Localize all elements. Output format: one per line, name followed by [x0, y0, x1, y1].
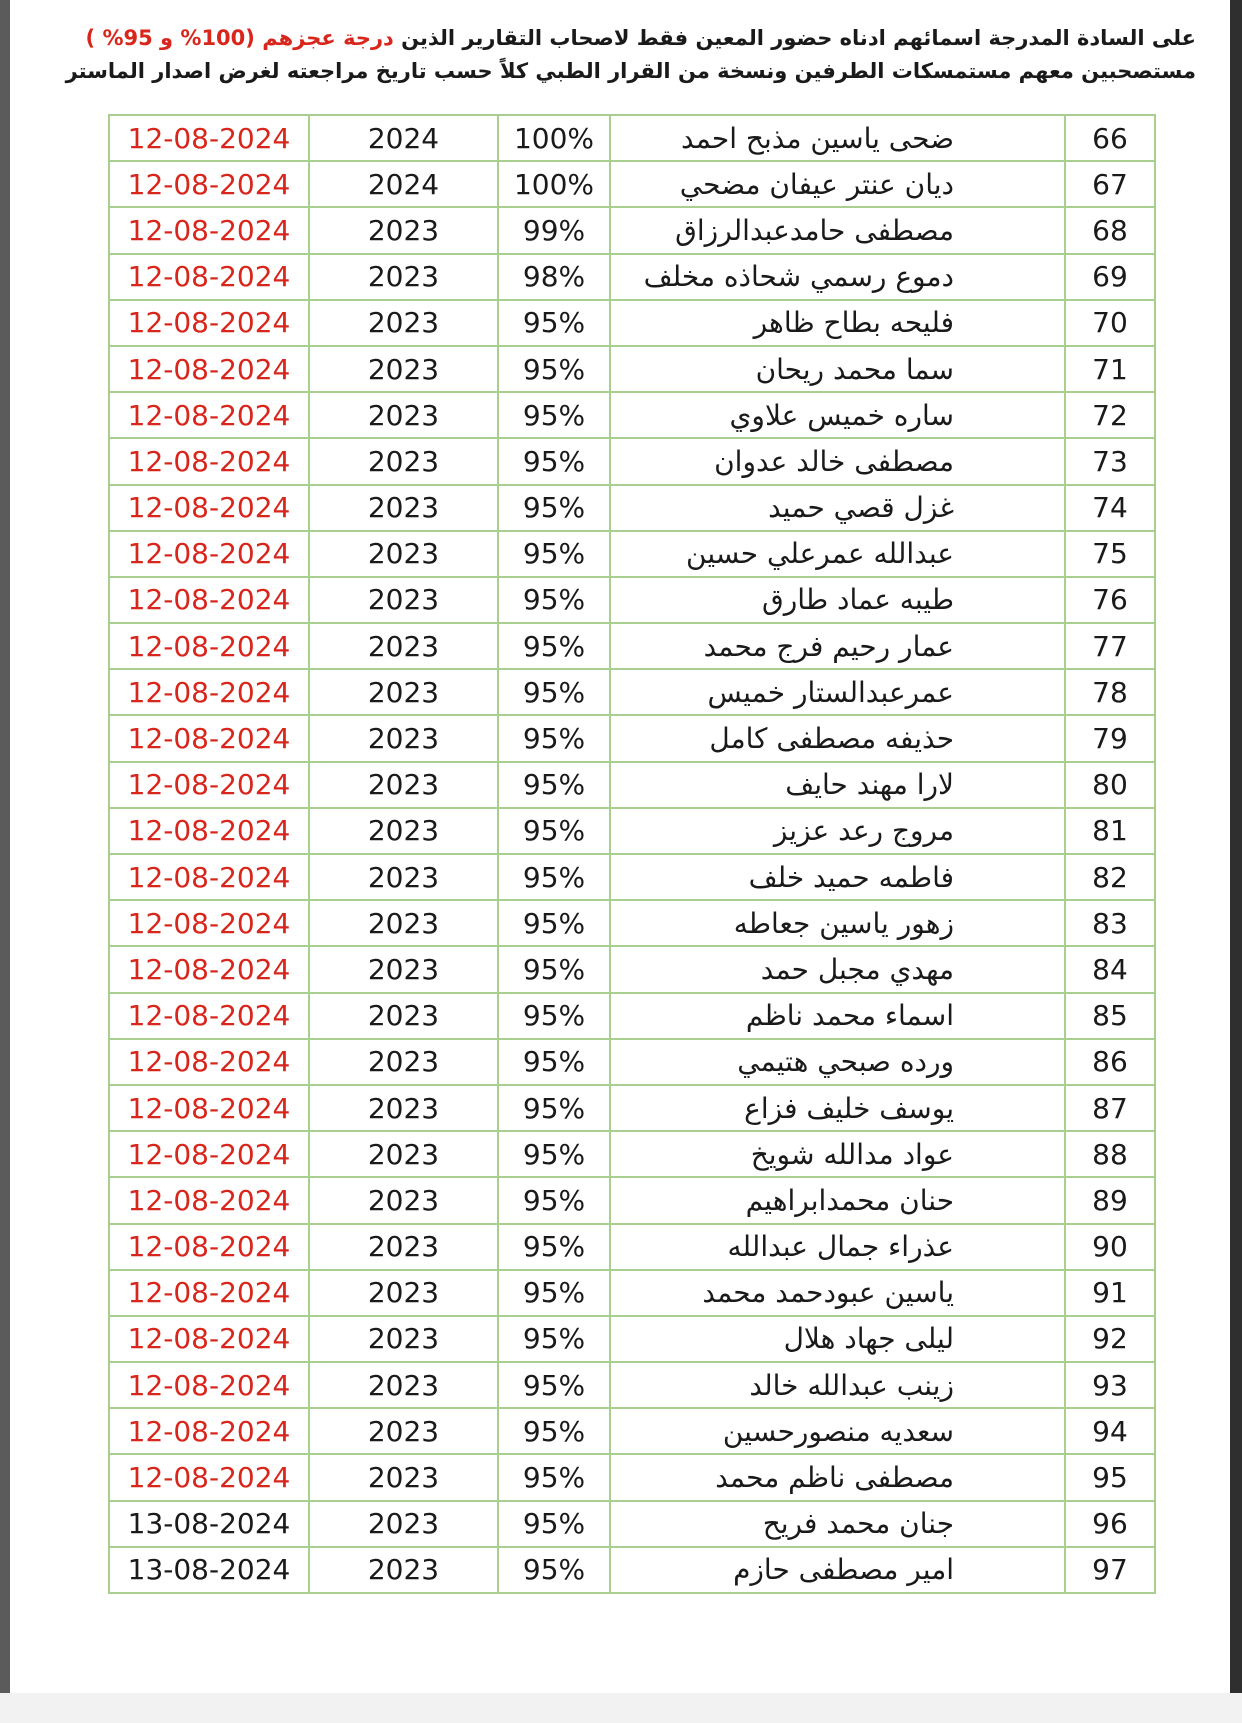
- serial-number-cell: 68: [1065, 207, 1155, 253]
- serial-number-cell: 67: [1065, 161, 1155, 207]
- year-cell: 2023: [309, 392, 498, 438]
- serial-number-cell: 78: [1065, 669, 1155, 715]
- disability-percent-cell: 95%: [498, 1501, 610, 1547]
- disability-percent-cell: 95%: [498, 1270, 610, 1316]
- disability-percent-cell: 95%: [498, 946, 610, 992]
- serial-number-cell: 70: [1065, 300, 1155, 346]
- table-row: [109, 993, 1155, 1039]
- review-date-cell: 12-08-2024: [109, 392, 309, 438]
- person-name-cell: عواد مدالله شويخ: [610, 1131, 1065, 1177]
- year-cell: 2023: [309, 623, 498, 669]
- serial-number-cell: 89: [1065, 1177, 1155, 1223]
- review-date-cell: 12-08-2024: [109, 854, 309, 900]
- footer-strip: [0, 1693, 1242, 1723]
- disability-percent-cell: 95%: [498, 1454, 610, 1500]
- table-row: [109, 1039, 1155, 1085]
- table-row: [109, 161, 1155, 207]
- table-row: [109, 854, 1155, 900]
- table-row: [109, 762, 1155, 808]
- disability-percent-cell: 95%: [498, 1039, 610, 1085]
- disability-percent-cell: 95%: [498, 346, 610, 392]
- review-date-cell: 12-08-2024: [109, 1362, 309, 1408]
- disability-percent-cell: 95%: [498, 854, 610, 900]
- person-name-cell: مصطفى خالد عدوان: [610, 438, 1065, 484]
- year-cell: 2023: [309, 1224, 498, 1270]
- disability-percent-cell: 95%: [498, 1547, 610, 1593]
- review-date-cell: 12-08-2024: [109, 900, 309, 946]
- table-row: [109, 715, 1155, 761]
- person-name-cell: سما محمد ريحان: [610, 346, 1065, 392]
- table-row: [109, 1224, 1155, 1270]
- year-cell: 2023: [309, 900, 498, 946]
- review-date-cell: 12-08-2024: [109, 1085, 309, 1131]
- table-row: [109, 946, 1155, 992]
- table-row: [109, 1408, 1155, 1454]
- year-cell: 2023: [309, 300, 498, 346]
- serial-number-cell: 79: [1065, 715, 1155, 761]
- year-cell: 2023: [309, 577, 498, 623]
- year-cell: 2023: [309, 808, 498, 854]
- serial-number-cell: 94: [1065, 1408, 1155, 1454]
- applicants-table-body: [109, 115, 1155, 1593]
- year-cell: 2023: [309, 1547, 498, 1593]
- year-cell: 2023: [309, 1316, 498, 1362]
- review-date-cell: 12-08-2024: [109, 1131, 309, 1177]
- year-cell: 2023: [309, 1177, 498, 1223]
- year-cell: 2024: [309, 115, 498, 161]
- review-date-cell: 12-08-2024: [109, 115, 309, 161]
- review-date-cell: 12-08-2024: [109, 1270, 309, 1316]
- year-cell: 2023: [309, 254, 498, 300]
- person-name-cell: فاطمه حميد خلف: [610, 854, 1065, 900]
- notice-line-1: [30, 22, 1196, 55]
- person-name-cell: امير مصطفى حازم: [610, 1547, 1065, 1593]
- disability-percent-cell: 100%: [498, 161, 610, 207]
- person-name-cell: زينب عبدالله خالد: [610, 1362, 1065, 1408]
- disability-percent-cell: 95%: [498, 623, 610, 669]
- table-row: [109, 900, 1155, 946]
- review-date-cell: 12-08-2024: [109, 1177, 309, 1223]
- disability-percent-cell: 95%: [498, 531, 610, 577]
- table-row: [109, 1177, 1155, 1223]
- table-row: [109, 346, 1155, 392]
- year-cell: 2023: [309, 854, 498, 900]
- serial-number-cell: 83: [1065, 900, 1155, 946]
- year-cell: 2023: [309, 438, 498, 484]
- disability-percent-cell: 95%: [498, 1177, 610, 1223]
- review-date-cell: 12-08-2024: [109, 993, 309, 1039]
- notice-header: [30, 22, 1196, 88]
- serial-number-cell: 88: [1065, 1131, 1155, 1177]
- person-name-cell: حنان محمدابراهيم: [610, 1177, 1065, 1223]
- disability-percent-cell: 95%: [498, 300, 610, 346]
- person-name-cell: مصطفى ناظم محمد: [610, 1454, 1065, 1500]
- review-date-cell: 12-08-2024: [109, 1408, 309, 1454]
- disability-percent-cell: 95%: [498, 1224, 610, 1270]
- notice-disability-degree: درجة عجزهم (100% و 95% ): [85, 26, 394, 50]
- person-name-cell: حذيفه مصطفى كامل: [610, 715, 1065, 761]
- review-date-cell: 12-08-2024: [109, 207, 309, 253]
- serial-number-cell: 73: [1065, 438, 1155, 484]
- review-date-cell: 12-08-2024: [109, 577, 309, 623]
- review-date-cell: 12-08-2024: [109, 438, 309, 484]
- serial-number-cell: 90: [1065, 1224, 1155, 1270]
- disability-percent-cell: 95%: [498, 669, 610, 715]
- review-date-cell: 12-08-2024: [109, 485, 309, 531]
- review-date-cell: 12-08-2024: [109, 762, 309, 808]
- table-row: [109, 1085, 1155, 1131]
- person-name-cell: فليحه بطاح ظاهر: [610, 300, 1065, 346]
- disability-percent-cell: 95%: [498, 577, 610, 623]
- person-name-cell: مصطفى حامدعبدالرزاق: [610, 207, 1065, 253]
- year-cell: 2023: [309, 1085, 498, 1131]
- serial-number-cell: 69: [1065, 254, 1155, 300]
- person-name-cell: عمار رحيم فرج محمد: [610, 623, 1065, 669]
- year-cell: 2023: [309, 1131, 498, 1177]
- table-row: [109, 808, 1155, 854]
- review-date-cell: 12-08-2024: [109, 1454, 309, 1500]
- serial-number-cell: 71: [1065, 346, 1155, 392]
- table-row: [109, 1316, 1155, 1362]
- table-row: [109, 207, 1155, 253]
- person-name-cell: ليلى جهاد هلال: [610, 1316, 1065, 1362]
- year-cell: 2023: [309, 1454, 498, 1500]
- serial-number-cell: 80: [1065, 762, 1155, 808]
- year-cell: 2024: [309, 161, 498, 207]
- person-name-cell: لارا مهند حايف: [610, 762, 1065, 808]
- left-frame-edge: [0, 0, 10, 1723]
- person-name-cell: اسماء محمد ناظم: [610, 993, 1065, 1039]
- review-date-cell: 12-08-2024: [109, 946, 309, 992]
- table-row: [109, 1501, 1155, 1547]
- person-name-cell: دموع رسمي شحاذه مخلف: [610, 254, 1065, 300]
- table-row: [109, 623, 1155, 669]
- review-date-cell: 13-08-2024: [109, 1547, 309, 1593]
- table-row: [109, 392, 1155, 438]
- disability-percent-cell: 95%: [498, 1131, 610, 1177]
- serial-number-cell: 77: [1065, 623, 1155, 669]
- table-row: [109, 669, 1155, 715]
- person-name-cell: مهدي مجبل حمد: [610, 946, 1065, 992]
- person-name-cell: مروج رعد عزيز: [610, 808, 1065, 854]
- review-date-cell: 12-08-2024: [109, 715, 309, 761]
- serial-number-cell: 96: [1065, 1501, 1155, 1547]
- person-name-cell: ضحى ياسين مذبح احمد: [610, 115, 1065, 161]
- review-date-cell: 12-08-2024: [109, 346, 309, 392]
- year-cell: 2023: [309, 346, 498, 392]
- review-date-cell: 12-08-2024: [109, 1316, 309, 1362]
- serial-number-cell: 82: [1065, 854, 1155, 900]
- disability-percent-cell: 95%: [498, 1408, 610, 1454]
- person-name-cell: يوسف خليف فزاع: [610, 1085, 1065, 1131]
- disability-percent-cell: 95%: [498, 392, 610, 438]
- year-cell: 2023: [309, 1039, 498, 1085]
- table-row: [109, 1131, 1155, 1177]
- disability-percent-cell: 95%: [498, 900, 610, 946]
- disability-percent-cell: 95%: [498, 808, 610, 854]
- review-date-cell: 12-08-2024: [109, 669, 309, 715]
- table-row: [109, 115, 1155, 161]
- year-cell: 2023: [309, 1501, 498, 1547]
- person-name-cell: عمرعبدالستار خميس: [610, 669, 1065, 715]
- review-date-cell: 13-08-2024: [109, 1501, 309, 1547]
- person-name-cell: ياسين عبودحمد محمد: [610, 1270, 1065, 1316]
- review-date-cell: 12-08-2024: [109, 623, 309, 669]
- table-row: [109, 531, 1155, 577]
- disability-percent-cell: 95%: [498, 1362, 610, 1408]
- person-name-cell: ورده صبحي هتيمي: [610, 1039, 1065, 1085]
- table-row: [109, 1547, 1155, 1593]
- year-cell: 2023: [309, 207, 498, 253]
- disability-percent-cell: 99%: [498, 207, 610, 253]
- person-name-cell: عبدالله عمرعلي حسين: [610, 531, 1065, 577]
- serial-number-cell: 84: [1065, 946, 1155, 992]
- review-date-cell: 12-08-2024: [109, 300, 309, 346]
- year-cell: 2023: [309, 762, 498, 808]
- year-cell: 2023: [309, 1270, 498, 1316]
- serial-number-cell: 91: [1065, 1270, 1155, 1316]
- notice-line-2: مستصحبين معهم مستمسكات الطرفين ونسخة من القرار الطبي كلاً حسب تاريخ مراجعته لغرض اصدار الماستر: [65, 59, 1196, 83]
- person-name-cell: طيبه عماد طارق: [610, 577, 1065, 623]
- table-row: [109, 438, 1155, 484]
- year-cell: 2023: [309, 531, 498, 577]
- person-name-cell: ساره خميس علاوي: [610, 392, 1065, 438]
- serial-number-cell: 66: [1065, 115, 1155, 161]
- applicants-table: [108, 114, 1156, 1594]
- year-cell: 2023: [309, 485, 498, 531]
- disability-percent-cell: 100%: [498, 115, 610, 161]
- disability-percent-cell: 95%: [498, 1316, 610, 1362]
- disability-percent-cell: 95%: [498, 1085, 610, 1131]
- table-row: [109, 577, 1155, 623]
- notice-line-1-text: على السادة المدرجة اسمائهم ادناه حضور المعين فقط لاصحاب التقارير الذين: [393, 26, 1196, 50]
- person-name-cell: جنان محمد فريح: [610, 1501, 1065, 1547]
- person-name-cell: زهور ياسين جعاطه: [610, 900, 1065, 946]
- review-date-cell: 12-08-2024: [109, 1224, 309, 1270]
- serial-number-cell: 87: [1065, 1085, 1155, 1131]
- serial-number-cell: 92: [1065, 1316, 1155, 1362]
- year-cell: 2023: [309, 946, 498, 992]
- disability-percent-cell: 95%: [498, 438, 610, 484]
- serial-number-cell: 85: [1065, 993, 1155, 1039]
- serial-number-cell: 72: [1065, 392, 1155, 438]
- review-date-cell: 12-08-2024: [109, 254, 309, 300]
- disability-percent-cell: 95%: [498, 485, 610, 531]
- person-name-cell: ديان عنتر عيفان مضحي: [610, 161, 1065, 207]
- table-row: [109, 485, 1155, 531]
- serial-number-cell: 81: [1065, 808, 1155, 854]
- table-row: [109, 300, 1155, 346]
- year-cell: 2023: [309, 1408, 498, 1454]
- review-date-cell: 12-08-2024: [109, 161, 309, 207]
- table-row: [109, 1454, 1155, 1500]
- table-row: [109, 1362, 1155, 1408]
- table-row: [109, 254, 1155, 300]
- disability-percent-cell: 95%: [498, 715, 610, 761]
- serial-number-cell: 86: [1065, 1039, 1155, 1085]
- review-date-cell: 12-08-2024: [109, 808, 309, 854]
- right-frame-edge: [1230, 0, 1242, 1723]
- review-date-cell: 12-08-2024: [109, 531, 309, 577]
- serial-number-cell: 74: [1065, 485, 1155, 531]
- person-name-cell: سعديه منصورحسين: [610, 1408, 1065, 1454]
- disability-percent-cell: 95%: [498, 762, 610, 808]
- disability-percent-cell: 95%: [498, 993, 610, 1039]
- serial-number-cell: 93: [1065, 1362, 1155, 1408]
- serial-number-cell: 95: [1065, 1454, 1155, 1500]
- year-cell: 2023: [309, 715, 498, 761]
- serial-number-cell: 75: [1065, 531, 1155, 577]
- person-name-cell: غزل قصي حميد: [610, 485, 1065, 531]
- year-cell: 2023: [309, 669, 498, 715]
- serial-number-cell: 76: [1065, 577, 1155, 623]
- year-cell: 2023: [309, 1362, 498, 1408]
- year-cell: 2023: [309, 993, 498, 1039]
- person-name-cell: عذراء جمال عبدالله: [610, 1224, 1065, 1270]
- disability-percent-cell: 98%: [498, 254, 610, 300]
- review-date-cell: 12-08-2024: [109, 1039, 309, 1085]
- serial-number-cell: 97: [1065, 1547, 1155, 1593]
- table-row: [109, 1270, 1155, 1316]
